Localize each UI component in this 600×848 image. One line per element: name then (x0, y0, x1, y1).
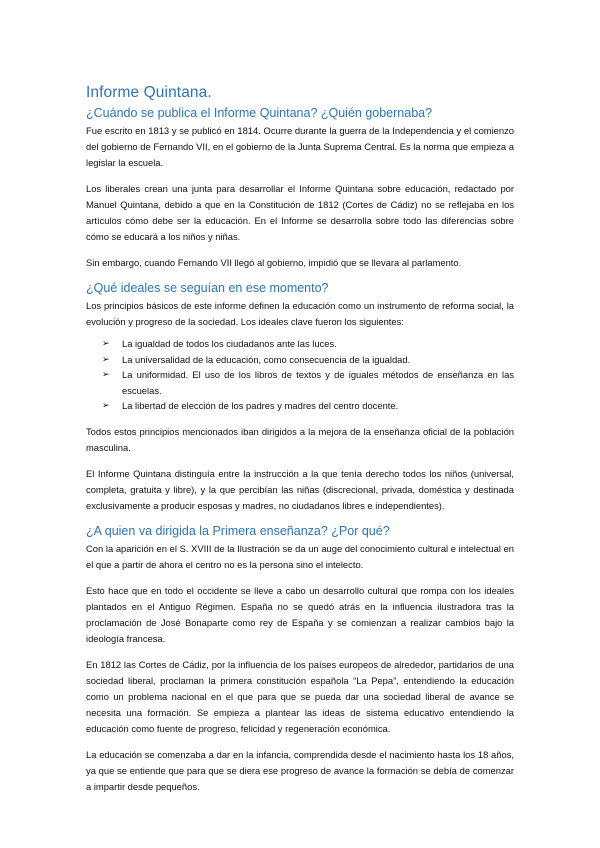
list-item (86, 352, 514, 368)
section-heading-ideals: ¿Qué ideales se seguían en ese momento? (86, 281, 329, 295)
arrow-bullet-icon: ➢ (102, 369, 110, 379)
list-item-text: La igualdad de todos los ciudadanos ante las luces. (122, 338, 337, 349)
paragraph: Fue escrito en 1813 y se publicó en 1814. Ocurre durante la guerra de la Independencia y el comienzo del gobierno de Fernando VII, en el gobierno de la Junta Suprema Central. Es la norma que empieza a legislar la escuela. (86, 125, 514, 168)
list-item-text: La libertad de elección de los padres y madres del centro docente. (122, 400, 399, 411)
paragraph: Todos estos principios mencionados iban dirigidos a la mejora de la enseñanza oficial de la población masculina. (86, 425, 514, 453)
arrow-bullet-icon: ➢ (102, 353, 110, 364)
paragraph: Los principios básicos de este informe definen la educación como un instrumento de reforma social, la evolución y progreso de la sociedad. Los ideales clave fueron los siguientes: (86, 300, 514, 327)
paragraph: Los liberales crean una junta para desarrollar el Informe Quintana sobre educación, redactado por Manuel Quintana, debido a que en la Constitución de 1812 (Cortes de Cádiz) no se reflejaba en los artículos cómo debe ser la educación. En el Informe se desarrolla sobre todo las diferencias sobre cómo se educará a los niños y niñas. (86, 183, 514, 242)
section-heading-publication: ¿Cuándo se publica el Informe Quintana? ¿Quién gobernaba? (86, 106, 433, 120)
paragraph: El Informe Quintana distinguía entre la instrucción a la que tenía derecho todos los niños (universal, completa, gratuita y libre), y la que percibían las niñas (discrecional, privada, doméstica y destinada exclusivamente a producir esposas y madres, no ciudadanos libres e independientes). (86, 467, 514, 511)
ideals-list (86, 336, 514, 414)
paragraph: La educación se comenzaba a dar en la infancia, comprendida desde el nacimiento hasta los 18 años, ya que se entiende que para que se diera ese progreso de avance la formación se debía de comenzar a impartir desde pequeños. (86, 748, 514, 792)
paragraph: Sin embargo, cuando Fernando VII llegó al gobierno, impidió que se llevara al parlamento. (86, 257, 462, 268)
list-item (86, 367, 514, 398)
paragraph: Con la aparición en el S. XVIII de la Ilustración se da un auge del conocimiento cultural e intelectual en el que a partir de ahora el centro no es la persona sino el intelecto. (86, 542, 514, 570)
list-item (86, 398, 514, 414)
list-item-text: La uniformidad. El uso de los libros de textos y de iguales métodos de enseñanza en las escuelas. (122, 369, 514, 396)
paragraph: Esto hace que en todo el occidente se lleve a cabo un desarrollo cultural que rompa con los ideales plantados en el Antiguo Régimen. España no se quedó atrás en la influencia ilustradora tras la proclamación de José Bonaparte como rey de España y se comienzan a realizar cambios bajo la ideología francesa. (86, 584, 514, 644)
arrow-bullet-icon: ➢ (102, 338, 110, 348)
list-item-text: La universalidad de la educación, como consecuencia de la igualdad. (122, 353, 411, 365)
document-title: Informe Quintana. (86, 84, 212, 101)
paragraph: En 1812 las Cortes de Cádiz, por la influencia de los países europeos de alrededor, partidarios de una sociedad liberal, proclaman la primera constitución española “La Pepa”, entendiendo la educación como un problema nacional en el que para que se pueda dar una sociedad liberal de avance se necesita una formación. Se empieza a plantear las ideas de sistema educativo entendiendo la educación como fuente de progreso, felicidad y regeneración económica. (86, 658, 514, 734)
list-item (86, 336, 514, 352)
section-heading-primary-education: ¿A quien va dirigida la Primera enseñanza? ¿Por qué? (86, 523, 390, 538)
arrow-bullet-icon: ➢ (102, 400, 110, 410)
